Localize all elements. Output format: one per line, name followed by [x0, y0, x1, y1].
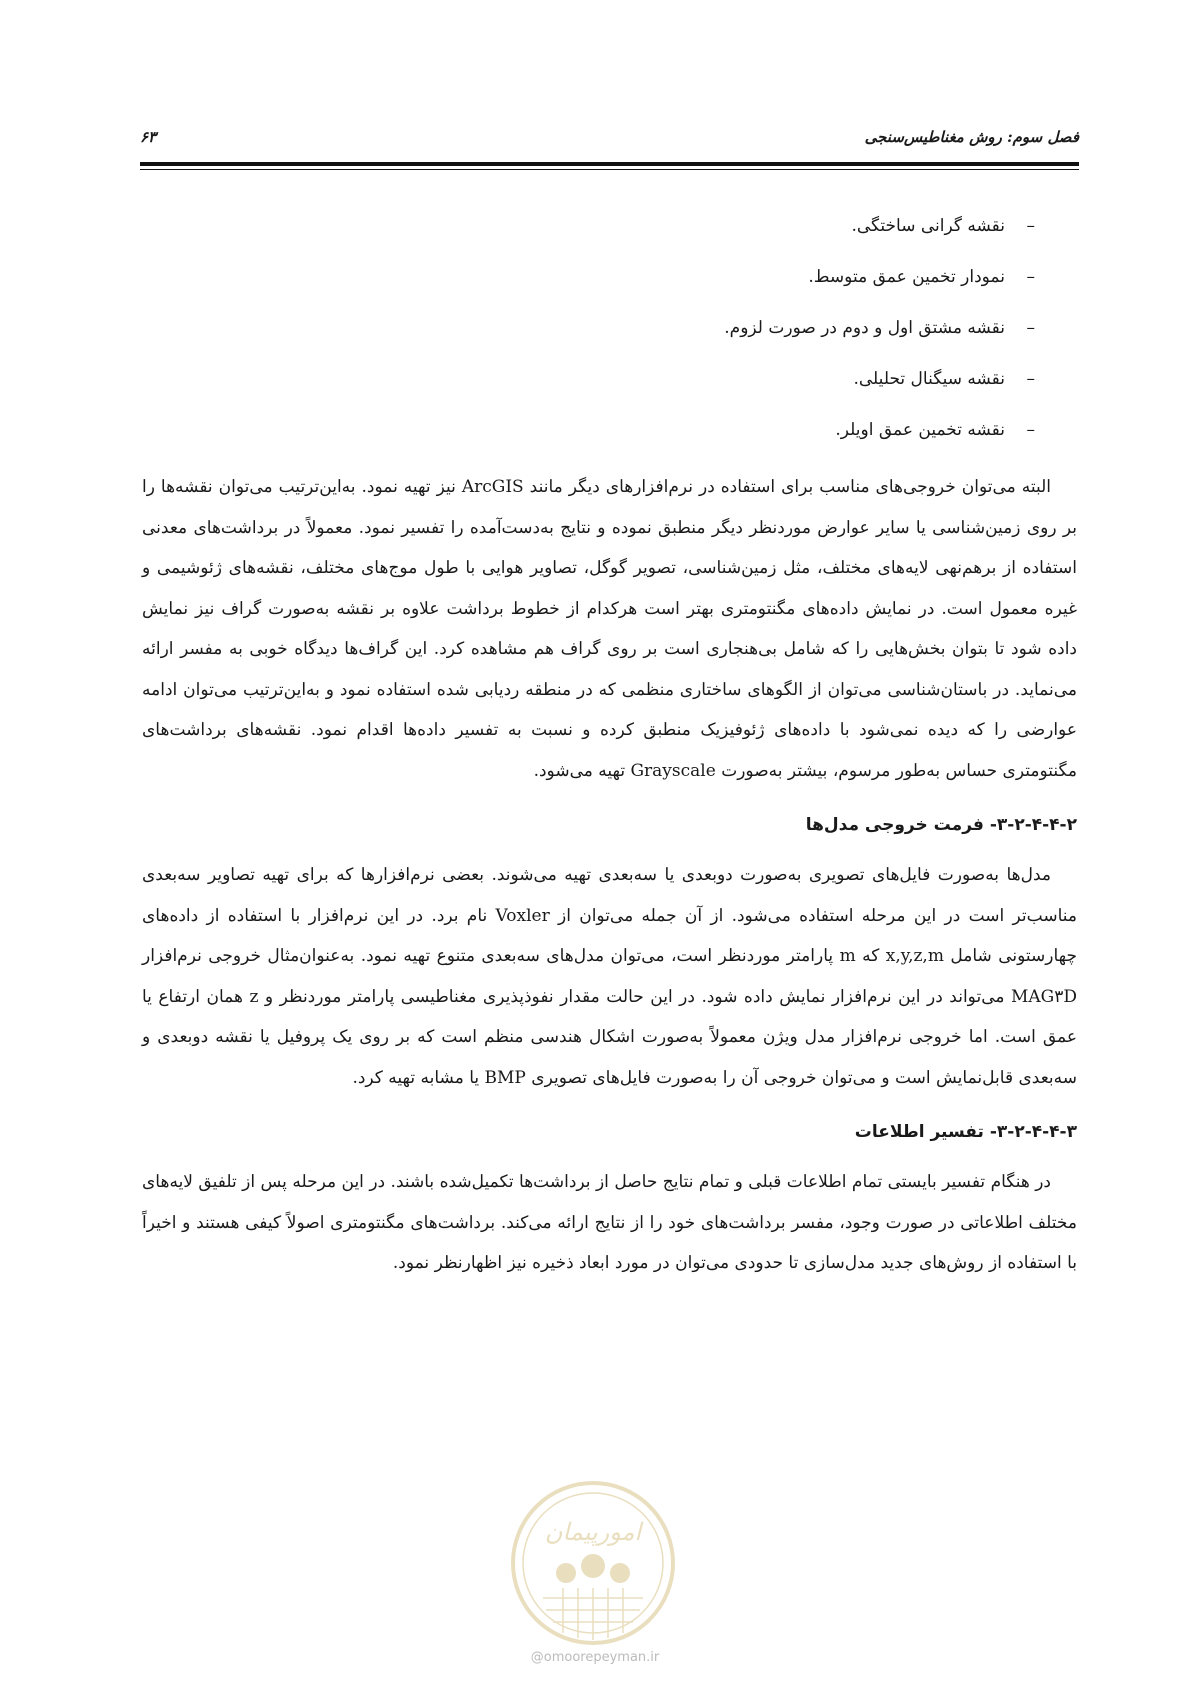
paragraph: البته می‌توان خروجی‌های مناسب برای استفاده در نرم‌افزارهای دیگر مانند ArcGIS نیز تهیه نمود. به‌این‌ترتیب می‌توان نقشه‌ها را بر روی زمین‌شناسی یا سایر عوارض موردنظر دیگر منطبق نموده و نتایج به‌دست‌آمده را تفسیر نمود. معمولاً در برداشت‌های معدنی استفاده از برهم‌نهی لایه‌های مختلف، مثل زمین‌شناسی، تصویر گوگل، تصاویر هوایی با طول موج‌های مختلف، نقشه‌های ژئوشیمی و غیره معمول است. در نمایش داده‌های مگنتومتری بهتر است هرکدام از خطوط برداشت علاوه بر نقشه به‌صورت گراف نیز نمایش داده شود تا بتوان بخش‌هایی را که شامل بی‌هنجاری است بر روی گراف هم مشاهده کرد. این گراف‌ها دیدگاه خوبی به مفسر ارائه می‌نماید. در باستان‌شناسی می‌توان از الگوهای ساختاری منظمی که در منطقه ردیابی شده استفاده نمود و به‌این‌ترتیب می‌توان ادامه عوارضی را که دیده نمی‌شود با داده‌های ژئوفیزیک منطبق کرده و نسبت به تفسیر داده‌ها اقدام نمود. نقشه‌های برداشت‌های مگنتومتری حساس به‌طور مرسوم، بیشتر به‌صورت Grayscale تهیه می‌شود. [142, 477, 1077, 781]
bullet-item [142, 263, 1035, 314]
dash-icon: – [1026, 369, 1035, 389]
dash-icon: – [1026, 267, 1035, 287]
bullet-text: نقشه مشتق اول و دوم در صورت لزوم. [724, 318, 1005, 338]
dash-icon: – [1026, 420, 1035, 440]
bullet-text: نقشه تخمین عمق اویلر. [835, 420, 1005, 440]
dash-icon: – [1026, 216, 1035, 236]
watermark-logo-text: امورپیمان [544, 1518, 642, 1546]
header-rule-thin [140, 169, 1079, 170]
bullet-item [142, 314, 1035, 365]
bullet-item [142, 416, 1035, 467]
watermark-site: @omoorepeyman.ir [530, 1650, 660, 1665]
chapter-title: فصل سوم: روش مغناطیس‌سنجی [864, 128, 1079, 146]
bullet-text: نقشه گرانی ساختگی. [851, 216, 1005, 236]
dash-icon: – [1026, 318, 1035, 338]
section-heading: ۳-۲-۴-۴-۲- فرمت خروجی مدل‌ها [805, 815, 1077, 835]
bullet-item [142, 365, 1035, 416]
bullet-item [142, 212, 1035, 263]
page-header [140, 128, 1079, 156]
page-number: ۶۳ [140, 128, 157, 146]
bullet-text: نقشه سیگنال تحلیلی. [853, 369, 1005, 389]
bullet-text: نمودار تخمین عمق متوسط. [808, 267, 1005, 287]
header-rule-thick [140, 162, 1079, 166]
bullet-list [142, 212, 1077, 467]
paragraph: در هنگام تفسیر بایستی تمام اطلاعات قبلی و تمام نتایج حاصل از برداشت‌ها تکمیل‌شده باشند. در این مرحله پس از تلفیق لایه‌های مختلف اطلاعاتی در صورت وجود، مفسر برداشت‌های خود را از نتایج ارائه می‌کند. برداشت‌های مگنتومتری اصولاً کیفی هستند و اخیراً با استفاده از روش‌های جدید مدل‌سازی تا حدودی می‌توان در مورد ابعاد ذخیره نیز اظهارنظر نمود. [142, 1172, 1077, 1273]
page-body [142, 212, 1077, 1284]
section-heading: ۳-۲-۴-۴-۳- تفسیر اطلاعات [854, 1122, 1077, 1142]
paragraph: مدل‌ها به‌صورت فایل‌های تصویری به‌صورت دوبعدی یا سه‌بعدی تهیه می‌شوند. بعضی نرم‌افزارها که برای تهیه تصاویر سه‌بعدی مناسب‌تر است در این مرحله استفاده می‌شود. از آن جمله می‌توان از Voxler نام برد. در این نرم‌افزار با استفاده از داده‌های چهارستونی شامل x,y,z,m که m پارامتر موردنظر است، می‌توان مدل‌های سه‌بعدی متنوع تهیه نمود. به‌عنوان‌مثال خروجی نرم‌افزار MAG۳D می‌تواند در این نرم‌افزار نمایش داده شود. در این حالت مقدار نفوذپذیری مغناطیسی پارامتر موردنظر و z همان ارتفاع یا عمق است. اما خروجی نرم‌افزار مدل ویژن معمولاً به‌صورت اشکال هندسی منظم است که بر روی یک پروفیل یا نقشه دوبعدی و سه‌بعدی قابل‌نمایش است و می‌توان خروجی آن را به‌صورت فایل‌های تصویری BMP یا مشابه تهیه کرد. [142, 865, 1077, 1088]
watermark-logo-icon [508, 1478, 678, 1648]
